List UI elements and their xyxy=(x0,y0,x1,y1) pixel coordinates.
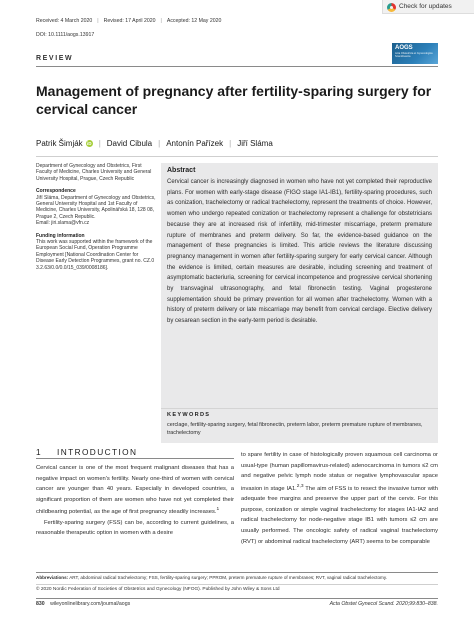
affiliation: Department of Gynecology and Obstetrics, First Faculty of Medicine, Charles University and General University Hospital, Prague, Czech Republic xyxy=(36,163,152,182)
check-updates-label: Check for updates xyxy=(399,3,452,10)
doi-link[interactable]: DOI: 10.1111/aogs.13917 xyxy=(36,32,95,38)
correspondence-text: Jiří Sláma, Department of Gynecology and Obstetrics, General University Hospital and 1st Faculty of Medicine, Charles University, Apolinářská 18, 128 08, Prague 2, Czech Republic. Email: jiri.slama@vfn.cz xyxy=(36,194,156,227)
keywords-heading: KEYWORDS xyxy=(167,412,211,418)
keywords-text: cerclage, fertility-sparing surgery, fetal fibronectin, preterm labor, preterm premature rupture of membranes, trachelectomy xyxy=(167,422,423,437)
body-column-right xyxy=(241,450,438,547)
journal-url[interactable]: wileyonlinelibrary.com/journal/aogs xyxy=(50,601,131,607)
author-name[interactable]: Patrik Šimják xyxy=(36,139,83,148)
article-title: Management of pregnancy after fertility-sparing surgery for cervical cancer xyxy=(36,83,432,117)
journal-logo xyxy=(392,43,438,64)
abbreviations-label: Abbreviations: xyxy=(36,575,69,580)
orcid-icon[interactable]: iD xyxy=(86,141,92,146)
funding-heading: Funding information xyxy=(36,232,85,239)
body-column-left xyxy=(36,463,234,539)
author-separator: | xyxy=(158,139,161,148)
authors-divider xyxy=(36,156,438,157)
section-number: 1 xyxy=(36,447,42,457)
section-divider xyxy=(36,458,234,459)
author-name[interactable]: Jiří Sláma xyxy=(237,139,273,148)
logo-title: AOGS xyxy=(395,45,413,51)
footer-divider xyxy=(36,572,438,573)
author-separator: | xyxy=(98,139,101,148)
author-name[interactable]: Antonín Pařízek xyxy=(166,139,224,148)
paragraph-text: The aim of FSS is to resect the invasive tumor with adequate free margins and preserve the upper part of the cervix. For this purpose, conization or simple vaginal trachelectomy for stages IA1-IA2 and radical trachelectomy for node-negative stage IB1 with tumors ≤2 cm are usually performed. The oncologic safety of radical vaginal trachelectomy (RVT) or abdominal radical trachelectomy (ART) seems to be comparable xyxy=(241,485,439,545)
author-name[interactable]: David Cibula xyxy=(106,139,153,148)
citation-ref[interactable]: 1 xyxy=(216,507,220,513)
revised-date: Revised: 17 April 2020 xyxy=(103,18,156,24)
abstract-box xyxy=(161,163,438,408)
date-separator: | xyxy=(160,18,162,24)
citation-ref[interactable]: 2,3 xyxy=(296,483,304,489)
keywords-box xyxy=(161,408,438,443)
abstract-text: Cervical cancer is increasingly diagnosed in women who have not yet completed their reproductive plans. For women with early-stage disease (FIGO stage IA1-IB1), fertility-sparing procedures, such as conization, trachelectomy or radical trachelectomy, represent the treatments of choice. However, women who undergo repeated conization or trachelectomy represent a challenge for obstetricians because they are at increased risk of infertility, mid-trimester miscarriage, preterm premature rupture of membranes and preterm delivery. So far, the evidence-based guidance on the management of these pregnancies is limited. This article reviews the literature discussing pregnancy management in women after fertility-sparing surgery for early cervical cancer. Although the evidence is limited, certain measures are desirable, including screening and treatment of asymptomatic bacteriuria, screening for cervical incompetence and progressive cervical shortening by transvaginal ultrasonography, and fetal fibronectin testing. Vaginal progesterone supplementation should be primary prevention for all women after trachelectomy. Women with a history of preterm delivery or late miscarriage may benefit from cervical cerclage. Elective delivery by cesarean section in the early-term period is desirable. xyxy=(167,179,432,325)
header-divider xyxy=(36,66,438,67)
footer-left xyxy=(36,601,130,607)
abbreviations-text: ART, abdominal radical trachelectomy; FSS, fertility-sparing surgery; PPROM, preterm premature rupture of membranes; RVT, vaginal radical trachelectomy. xyxy=(69,575,388,580)
page-number: 830 xyxy=(36,601,45,607)
abstract-heading: Abstract xyxy=(167,167,196,174)
page-footer-divider xyxy=(36,598,438,599)
check-for-updates-button[interactable] xyxy=(382,0,474,14)
accepted-date: Accepted: 12 May 2020 xyxy=(166,18,222,24)
received-date: Received: 4 March 2020 xyxy=(36,18,93,24)
page-footer xyxy=(36,601,438,607)
body-paragraph xyxy=(36,463,234,518)
crossmark-icon xyxy=(387,3,396,12)
abbreviations xyxy=(36,575,438,580)
author-separator: | xyxy=(229,139,232,148)
date-separator: | xyxy=(97,18,99,24)
section-label: REVIEW xyxy=(36,55,74,62)
logo-subtitle: Acta Obstetricia et Gynecologica Scandinavica xyxy=(395,52,433,58)
body-paragraph xyxy=(241,450,438,547)
funding-text: This work was supported within the framework of the European Social Fund, Operation Programme Employment [National Coordination Center for Disease Early Detection Programmes, grant no. CZ.0 3.2.63/0.0/0.0/15_039/0008186]. xyxy=(36,239,155,271)
journal-citation: Acta Obstet Gynecol Scand. 2020;99:830–838. xyxy=(329,601,438,607)
article-sidebar xyxy=(36,163,156,271)
paragraph-text: to spare fertility in case of histologically proven squamous cell carcinoma or usual-type (human papillomavirus-related) adenocarcinoma in tumors ≤2 cm and negative pelvic lymph node status or negative lymphovascular space invasion in stage IA1. xyxy=(241,452,438,492)
copyright-divider xyxy=(36,584,438,585)
correspondence-heading: Correspondence xyxy=(36,188,76,195)
copyright-notice: © 2020 Nordic Federation of Societies of Obstetrics and Gynecology (NFOG). Published by John Wiley & Sons Ltd xyxy=(36,587,280,592)
article-dates xyxy=(36,18,221,24)
author-list xyxy=(36,139,273,148)
paragraph-text: Cervical cancer is one of the most frequent malignant diseases that has a negative impact on women's fertility. Nearly one-third of women with cervical cancer are younger than 40 years. Especially in developed countries, a significant proportion of them are women who have not yet completed their childbearing potential, as the age of first pregnancy steadily increases. xyxy=(36,465,234,516)
section-heading: INTRODUCTION xyxy=(57,447,138,457)
body-paragraph: Fertility-sparing surgery (FSS) can be, according to current guidelines, a reasonable therapeutic option in women with a desire xyxy=(36,519,234,537)
